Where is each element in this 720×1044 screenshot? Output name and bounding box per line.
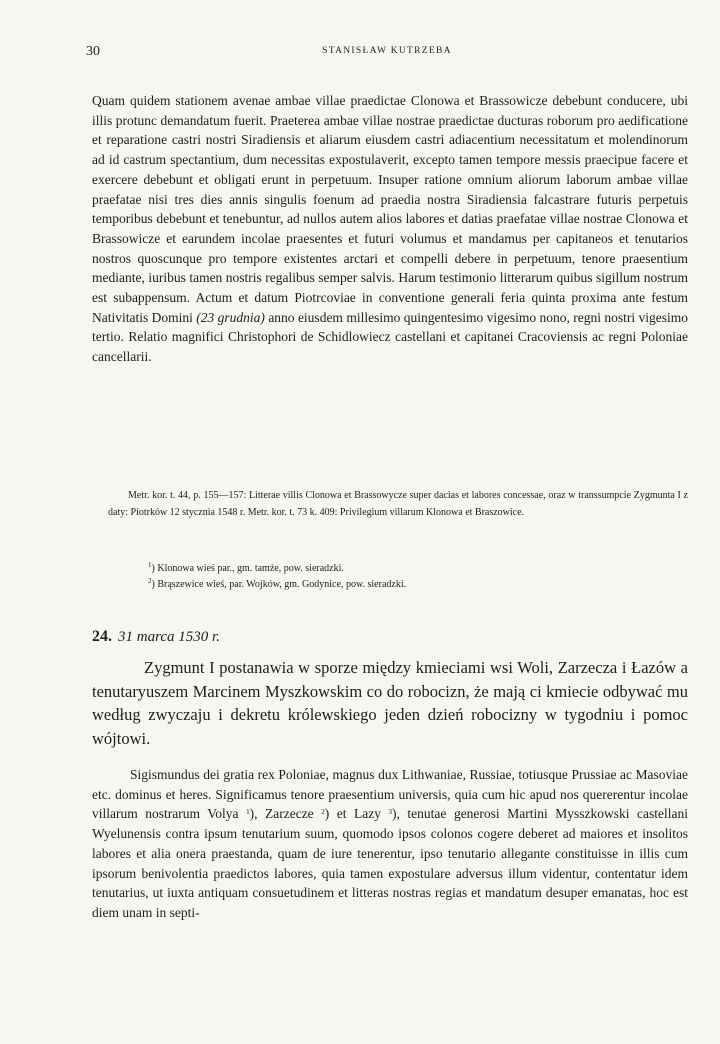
main-text-part1: Quam quidem stationem avenae ambae villae praedictae Clonowa et Brassowicze debebunt conducere, ubi illis protunc demandatum fuerit. Praeterea ambae villae nostrae praedictae ducturas roborum pro aedificatione et reparatione castri nostri Siradiensis et aliarum eiusdem castri adiacentium necessitatum et molendinorum ad id castrum spectantium, dum necessitas expostulaverit, excepto tamen tempore messis praecipue facere et exercere debebunt et obligati erunt in perpetuum. Insuper ratione omnium aliorum laborum ambae villae praefatae nisi tres dies annis singulis foenum ad praedia nostra Siradiensia falcastrare futuris perpetuis temporibus debebunt et tenebuntur, ad nullos autem alios labores et datias praefatae villae nostrae Clonowa et Brassowicze et earundem incolae praesentes et futuri volumus et mandamus per capitaneos et tenutarios nostros quoscunque pro tempore existentes arctari et compelli debere in perpetuum, tenore praesentium mediante, iuribus tamen nostris regalibus semper salvis. Harum testimonio litterarum quibus sigillum nostrum est subappensum. Actum et datum Piotrcoviae in conventione generali feria quinta proxima ante festum Nativitatis Domini bbox=[92, 93, 688, 325]
footnote-1-text: Klonowa wieś par., gm. tamże, pow. sieradzki. bbox=[157, 563, 344, 574]
page-number: 30 bbox=[86, 44, 100, 59]
document-text bbox=[92, 765, 688, 923]
footnotes bbox=[148, 561, 406, 593]
footnote-2: $^2$) Brąszewice wieś, par. Wojków, gm. Godynice, pow. sieradzki. bbox=[148, 577, 407, 590]
date-italic: (23 grudnia) bbox=[196, 309, 265, 325]
regest-text: Zygmunt I postanawia w sporze między kmieciami wsi Woli, Zarzecza i Łazów a tenutaryuszem Marcinem Myszkowskim co do robocizn, że mają ci kmiecie odbywać mu według zwyczaju i dekretu królewskiego jeden dzień robocizny w tygodniu i pomoc wójtowi. bbox=[92, 658, 688, 748]
footnote-1-mark: 1 bbox=[148, 561, 152, 569]
entry-number: 24. bbox=[92, 628, 112, 645]
document-text-part1: Sigismundus dei gratia rex Poloniae, magnus dux Lithwaniae, Russiae, totiusque Prussiae ac Masoviae etc. dominus et heres. Significamus tenore praesentium universis, quia cum hic apud nos quererentur incolae villarum nostrarum Volya bbox=[92, 767, 688, 822]
source-note-text: Metr. kor. t. 44, p. 155—157: Litterae villis Clonowa et Brassowycze super dacias et labores concessae, oraz w transsumpcie Zygmunta I z daty: Piotrków 12 stycznia 1548 r. Metr. kor. t. 73 k. 409: Privilegium villarum Klonowa et Braszowice. bbox=[108, 490, 688, 518]
source-note bbox=[108, 487, 688, 521]
regest bbox=[92, 656, 688, 750]
footnote-2-text: Brąszewice wieś, par. Wojków, gm. Godynice, pow. sieradzki. bbox=[157, 579, 407, 590]
footnote-ref-3: 3 bbox=[388, 808, 393, 817]
main-text-part2: anno eiusdem millesimo quingentesimo vigesimo nono, regni nostri vigesimo tertio. Relatio magnifici Christophori de Schidlowiecz castellani et capitanei Cracoviensis ac regni Poloniae cancellarii. bbox=[92, 309, 688, 365]
document-text-sep2: ) et Lazy bbox=[324, 806, 381, 822]
footnote-2-mark: 2 bbox=[148, 577, 152, 585]
header-author: STANISŁAW KUTRZEBA bbox=[322, 46, 452, 56]
document-paragraph bbox=[92, 765, 688, 923]
main-paragraph bbox=[92, 91, 688, 367]
entry-heading bbox=[92, 628, 220, 646]
running-head bbox=[86, 44, 688, 64]
footnote-ref-2: 2 bbox=[321, 808, 325, 817]
footnote-1: $^1$) Klonowa wieś par., gm. tamże, pow. sieradzki. bbox=[148, 561, 344, 574]
document-text-part2: ), tenutae generosi Martini Mysszkowski castellani Wyelunensis contra ipsum tenutarium suum, quomodo ipsos colonos cogere deberet ad maiores et insolitos labores et alia onera praestanda, quam de iure tenerentur, ipso tenutario allegante constituisse in illis cum ipsorum benivolentia praedictos labores, quia tamen expostulare adversus illum videntur, contentatur idem tenutarius, ut iuxta antiquam consuetudinem et litteras nostras regias et mandatum desuper emanatas, hoc est diem unam in septi- bbox=[92, 806, 688, 920]
entry-date: 31 marca 1530 r. bbox=[118, 629, 220, 645]
main-text bbox=[92, 91, 688, 367]
document-text-sep1: ), Zarzecze bbox=[249, 806, 314, 822]
footnote-ref-1: 1 bbox=[246, 808, 250, 817]
